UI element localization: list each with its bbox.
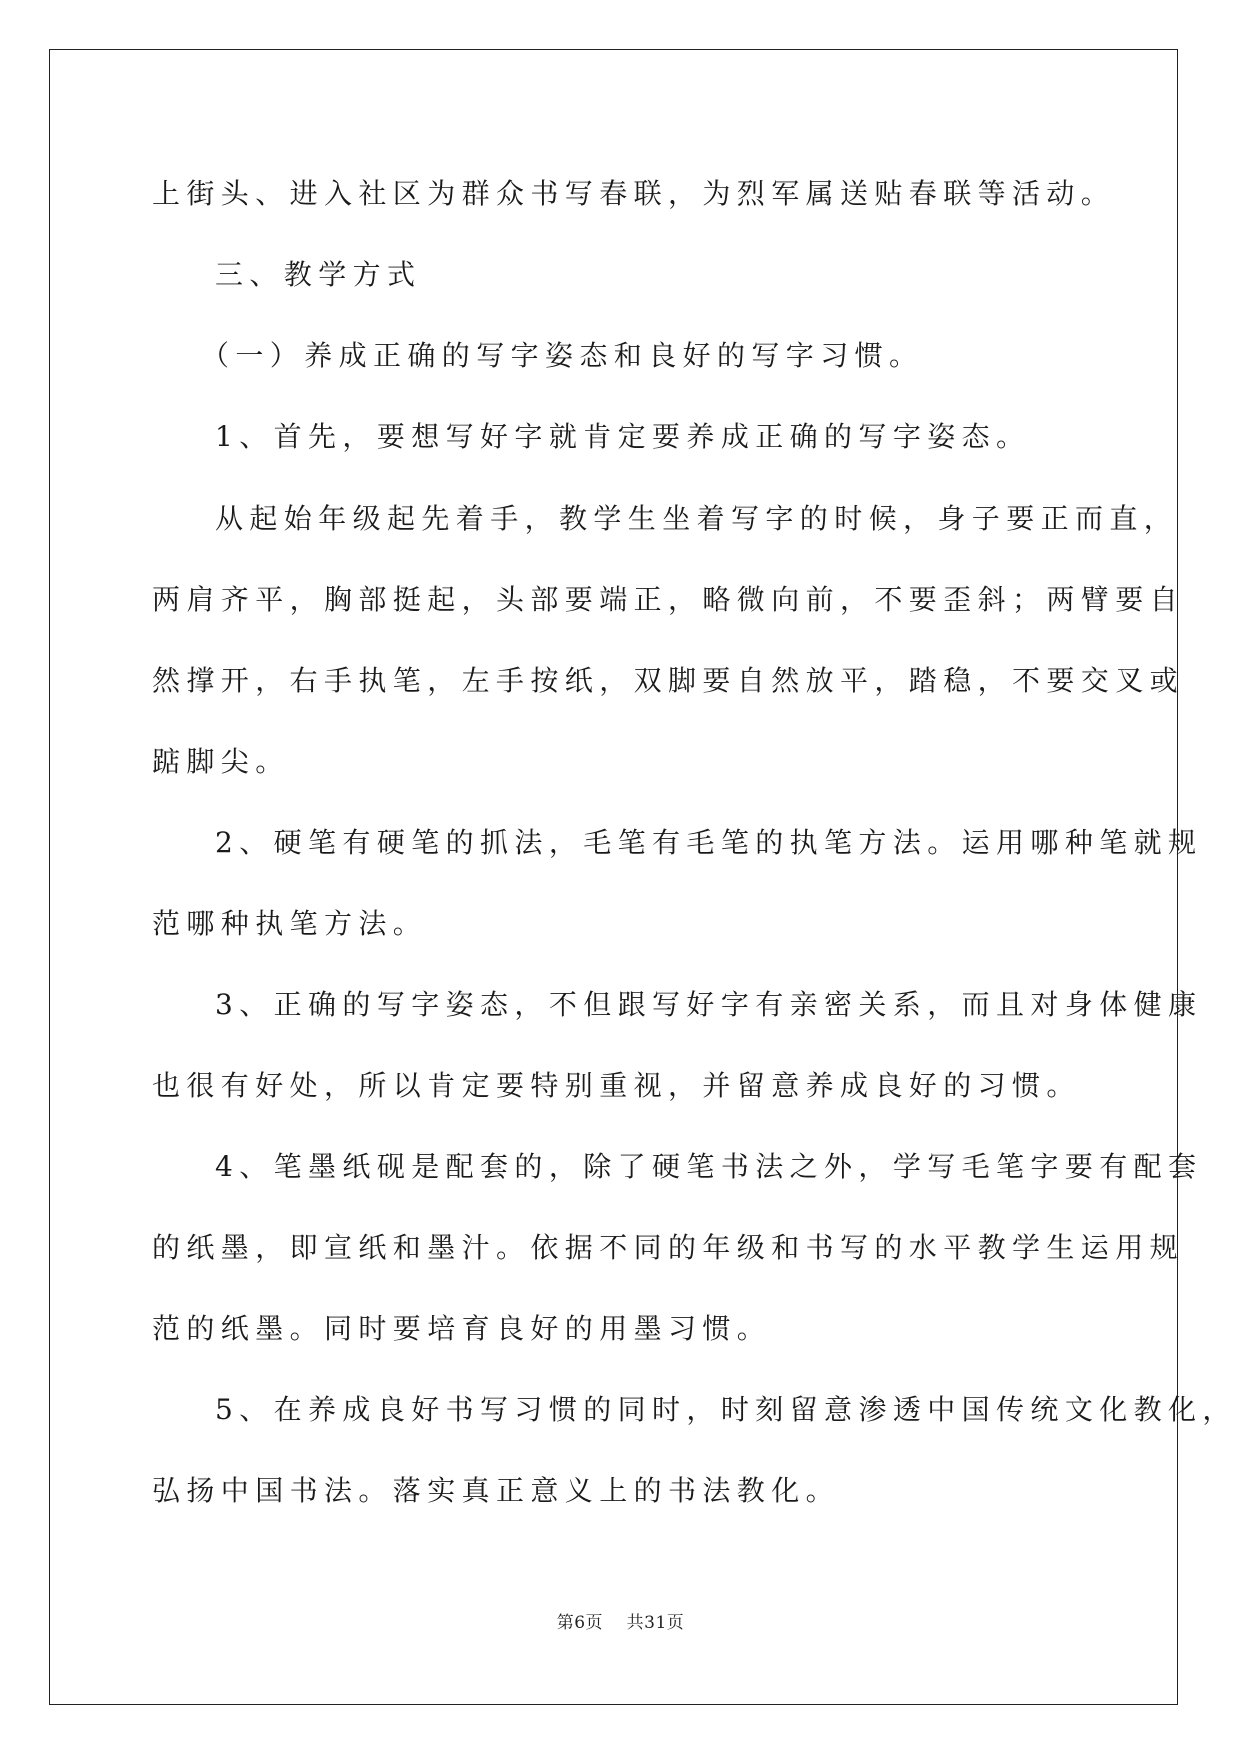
- text-line: 弘扬中国书法。落实真正意义上的书法教化。: [152, 1474, 841, 1507]
- page-footer: [0, 1611, 1241, 1635]
- text-line: 也很有好处，所以肯定要特别重视，并留意养成良好的习惯。: [152, 1069, 1081, 1102]
- text-line: 从起始年级起先着手，教学生坐着写字的时候，身子要正而直，: [215, 502, 1179, 535]
- text-line: 的纸墨，即宣纸和墨汁。依据不同的年级和书写的水平教学生运用规: [152, 1231, 1185, 1264]
- text-line: 范的纸墨。同时要培育良好的用墨习惯。: [152, 1312, 772, 1345]
- text-line: 4、笔墨纸砚是配套的，除了硬笔书法之外，学写毛笔字要有配套: [215, 1150, 1203, 1183]
- page-number: 6: [574, 1613, 586, 1633]
- text-line: 5、在养成良好书写习惯的同时，时刻留意渗透中国传统文化教化，: [215, 1393, 1237, 1426]
- text-line: 范哪种执笔方法。: [152, 907, 428, 940]
- total-pages: 31: [644, 1613, 667, 1633]
- text-line: 两肩齐平，胸部挺起，头部要端正，略微向前，不要歪斜；两臂要自: [152, 583, 1185, 616]
- text-line: 上街头、进入社区为群众书写春联，为烈军属送贴春联等活动。: [152, 177, 1116, 210]
- page-suffix: 页: [585, 1613, 604, 1633]
- section-heading: 三、教学方式: [215, 258, 422, 291]
- page-prefix: 第: [556, 1613, 575, 1633]
- page-border: [49, 49, 1178, 1705]
- text-line: 2、硬笔有硬笔的抓法，毛笔有毛笔的执笔方法。运用哪种笔就规: [215, 826, 1203, 859]
- total-suffix: 页: [666, 1613, 685, 1633]
- text-line: 1、首先，要想写好字就肯定要养成正确的写字姿态。: [215, 420, 1031, 453]
- total-prefix: 共: [626, 1613, 645, 1633]
- subsection-heading: （一）养成正确的写字姿态和良好的写字习惯。: [201, 339, 924, 372]
- text-line: 3、正确的写字姿态，不但跟写好字有亲密关系，而且对身体健康: [215, 988, 1203, 1021]
- text-line: 然撑开，右手执笔，左手按纸，双脚要自然放平，踏稳，不要交叉或: [152, 664, 1185, 697]
- text-line: 踮脚尖。: [152, 745, 290, 778]
